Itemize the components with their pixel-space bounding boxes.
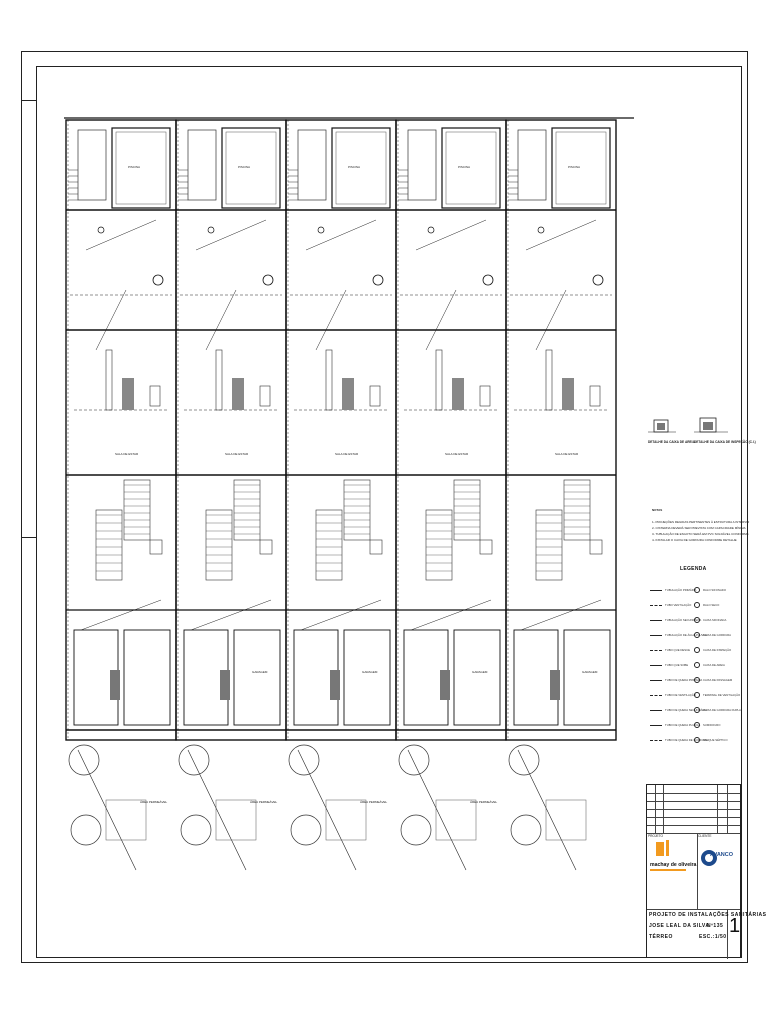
furniture <box>590 386 600 406</box>
plan-label-living: SALA DE ESTAR <box>445 452 469 456</box>
plan-label-piscina: PISCINA <box>458 165 471 169</box>
staircase <box>234 480 260 540</box>
sanitary-pipe <box>81 600 161 630</box>
legend-circle-symbol <box>694 617 700 623</box>
legend-circle-symbol <box>694 602 700 608</box>
pool-inner <box>226 132 276 204</box>
sanitary-pipe <box>536 290 566 350</box>
furniture <box>330 670 340 700</box>
staircase <box>426 510 452 580</box>
plan-label-piscina: PISCINA <box>348 165 361 169</box>
legend-item-label: TUBULAÇÃO PRIMÁRIA <box>665 587 697 592</box>
staircase <box>124 480 150 540</box>
drain-symbol <box>428 227 434 233</box>
plan-label-piscina: PISCINA <box>128 165 141 169</box>
furniture <box>562 378 574 410</box>
sanitary-pipe <box>306 220 376 250</box>
staircase <box>316 510 342 580</box>
inspection-box-symbol <box>373 275 383 285</box>
inspection-box-symbol <box>483 275 493 285</box>
owner-name: JOSE LEAL DA SILVA <box>649 923 710 929</box>
staircase <box>96 510 122 580</box>
frame-tick <box>21 537 36 538</box>
floor-plan <box>44 110 634 910</box>
plan-label-garage: GARAGEM <box>472 670 488 674</box>
furniture <box>106 350 112 410</box>
garden-planter <box>401 815 431 845</box>
inspection-box-symbol <box>593 275 603 285</box>
legend-circle-symbol <box>694 632 700 638</box>
legend-circle-symbol <box>694 647 700 653</box>
pool-inner <box>116 132 166 204</box>
furniture <box>440 670 450 700</box>
legend-item-label: TUBO VENTILAÇÃO <box>665 602 692 607</box>
garden-planter <box>509 745 539 775</box>
sanitary-pipe <box>196 220 266 250</box>
staircase <box>454 480 480 540</box>
plan-unit-wall <box>396 120 506 740</box>
drain-symbol <box>318 227 324 233</box>
bathroom-fixture <box>590 540 602 554</box>
furniture <box>326 350 332 410</box>
pool-inner <box>556 132 606 204</box>
garden-planter <box>179 745 209 775</box>
furniture <box>550 670 560 700</box>
deck-area <box>408 130 436 200</box>
plan-label-garage: GARAGEM <box>582 670 598 674</box>
sanitary-pipe <box>521 600 601 630</box>
bathroom-fixture <box>150 540 162 554</box>
sanitary-pipe <box>426 290 456 350</box>
legend-line-symbol <box>650 680 662 681</box>
plan-label-area: ÁREA PERMEÁVEL <box>470 800 498 804</box>
deck-area <box>188 130 216 200</box>
legend-line-symbol <box>650 605 662 606</box>
furniture <box>110 670 120 700</box>
legend-item-label: CAIXA DE INSPEÇÃO <box>703 647 732 652</box>
plan-label-piscina: PISCINA <box>568 165 581 169</box>
legend-item-label: RALO SECO <box>703 602 720 607</box>
legend-item-label: TUBO DE QUEDA DE GORDURA <box>665 737 708 742</box>
legend-item-label: TUBULAÇÃO DE ÁGUA PLUVIAL <box>665 632 708 637</box>
furniture <box>342 378 354 410</box>
tb-client-label: CLIENTE <box>698 834 712 838</box>
room <box>124 630 170 725</box>
legend-circle-symbol <box>694 692 700 698</box>
furniture <box>436 350 442 410</box>
legend-item-label: CAIXA DE AREIA <box>703 662 725 667</box>
legend-item-label: CAIXA SIFONADA <box>703 617 727 622</box>
furniture <box>260 386 270 406</box>
notes-title: NOTAS <box>652 508 663 512</box>
firm-bar <box>650 869 686 871</box>
sanitary-pipe <box>408 750 466 870</box>
drawing-scale: ESC.:1/50 <box>699 934 727 940</box>
note-line: 1- PROJEÇÕES REGIDAS PERTINENTES À ESTRUTURA A INTERVIR <box>652 520 750 524</box>
garden-planter <box>511 815 541 845</box>
pool-outline <box>552 128 610 208</box>
sanitary-pipe <box>191 600 271 630</box>
furniture <box>216 350 222 410</box>
project-title: PROJETO DE INSTALAÇÕES SANITÁRIAS <box>649 912 767 918</box>
sanitary-pipe <box>316 290 346 350</box>
garden-planter <box>399 745 429 775</box>
plan-label-area: ÁREA PERMEÁVEL <box>250 800 278 804</box>
legend-item-label: TUBO QUE DESCE <box>665 647 691 652</box>
plan-unit-wall <box>286 120 396 740</box>
legend-item-label: TUBO DE VENTILAÇÃO <box>665 692 696 697</box>
legend-item-label: TUBO DE QUEDA SECUNDÁRIA <box>665 707 708 712</box>
room <box>344 630 390 725</box>
legend-line-symbol <box>650 620 662 621</box>
legend-line-symbol <box>650 650 662 651</box>
room <box>564 630 610 725</box>
plan-label-living: SALA DE ESTAR <box>225 452 249 456</box>
sanitary-pipe <box>526 220 596 250</box>
plan-label-living: SALA DE ESTAR <box>115 452 139 456</box>
legend-line-symbol <box>650 590 662 591</box>
legend-circle-symbol <box>694 737 700 743</box>
drain-symbol <box>98 227 104 233</box>
drain-symbol <box>538 227 544 233</box>
room <box>454 630 500 725</box>
legend-title: LEGENDA <box>680 566 707 572</box>
plan-unit-wall <box>66 120 176 740</box>
sanitary-pipe <box>416 220 486 250</box>
bathroom-fixture <box>260 540 272 554</box>
legend-item-label: TANQUE SÉPTICO <box>703 737 728 742</box>
garden-planter <box>181 815 211 845</box>
drain-symbol <box>208 227 214 233</box>
garden-planter <box>291 815 321 845</box>
furniture <box>546 350 552 410</box>
client-logo <box>700 842 740 882</box>
pool-inner <box>446 132 496 204</box>
pool-outline <box>442 128 500 208</box>
sanitary-pipe <box>188 750 246 870</box>
staircase <box>344 480 370 540</box>
legend-line-symbol <box>650 635 662 636</box>
frame-tick <box>21 100 36 101</box>
plan-label-garage: GARAGEM <box>252 670 268 674</box>
firm-name: machay de oliveira <box>650 862 697 868</box>
furniture <box>232 378 244 410</box>
plan-unit-wall <box>506 120 616 740</box>
legend-item-label: TUBO DE QUEDA PRIMÁRIA <box>665 677 703 682</box>
plan-label-living: SALA DE ESTAR <box>335 452 359 456</box>
furniture <box>220 670 230 700</box>
sanitary-pipe <box>301 600 381 630</box>
garden-planter <box>69 745 99 775</box>
legend-item-label: TUBO QUE SOBE <box>665 662 689 667</box>
legend-line-symbol <box>650 725 662 726</box>
bathroom-fixture <box>370 540 382 554</box>
legend-item-label: CAIXA DE PASSAGEM <box>703 677 733 682</box>
client-name: AVANCO <box>710 852 734 858</box>
pool-outline <box>222 128 280 208</box>
plan-label-living: SALA DE ESTAR <box>555 452 579 456</box>
note-line: 2- CISTERNA DEVERÁ SER PREVISTA COM CAPACIDADE MÍNIMA <box>652 526 746 530</box>
details-drawing <box>648 412 738 452</box>
legend-circle-symbol <box>694 662 700 668</box>
garden-planter <box>289 745 319 775</box>
sanitary-pipe <box>78 750 136 870</box>
legend-circle-symbol <box>694 707 700 713</box>
staircase <box>564 480 590 540</box>
plan-label-garage: GARAGEM <box>362 670 378 674</box>
inspection-box-symbol <box>153 275 163 285</box>
sanitary-pipe <box>206 290 236 350</box>
deck-area <box>518 130 546 200</box>
tb-project-label: PROJETO <box>648 834 663 838</box>
deck-area <box>78 130 106 200</box>
legend-circle-symbol <box>694 722 700 728</box>
pool-inner <box>336 132 386 204</box>
legend-item-label: TUBO DE QUEDA PLUVIAL <box>665 722 701 727</box>
staircase <box>206 510 232 580</box>
legend-item-label: TERMINAL DE VENTILAÇÃO <box>703 692 741 697</box>
furniture <box>480 386 490 406</box>
plan-unit-wall <box>176 120 286 740</box>
garden-planter <box>71 815 101 845</box>
legend-line-symbol <box>650 695 662 696</box>
legend-circle-symbol <box>694 677 700 683</box>
pool-outline <box>332 128 390 208</box>
note-line: 4- INSTALAR O CAIXA DE GORDURA CONFORME DETALHE <box>652 538 737 542</box>
legend-line-symbol <box>650 740 662 741</box>
note-line: 3- TUBULAÇÃO DE ESGOTO SERÁ EM PVC SOLDÁVEL CONFORME <box>652 532 749 536</box>
detail-sand-box-label: DETALHE DA CAIXA DE AREIA <box>648 440 695 444</box>
pool-outline <box>112 128 170 208</box>
furniture <box>452 378 464 410</box>
sanitary-pipe <box>518 750 576 870</box>
inspection-box-symbol <box>263 275 273 285</box>
drawing-code: Nº135 <box>707 923 724 929</box>
legend-circle-symbol <box>694 587 700 593</box>
legend-item-label: SUMIDOURO <box>703 722 721 727</box>
staircase <box>536 510 562 580</box>
legend-item-label: CAIXA DE GORDURA DUPLA <box>703 707 741 712</box>
plan-label-area: ÁREA PERMEÁVEL <box>360 800 388 804</box>
sanitary-pipe <box>96 290 126 350</box>
deck-area <box>298 130 326 200</box>
plan-label-piscina: PISCINA <box>238 165 251 169</box>
legend-line-symbol <box>650 665 662 666</box>
sanitary-pipe <box>298 750 356 870</box>
detail-inspection-box-label: DETALHE DA CAIXA DE INSPEÇÃO (C.I.) <box>694 440 756 444</box>
furniture <box>122 378 134 410</box>
floor-name: TÉRREO <box>649 934 673 940</box>
legend-item-label: TUBULAÇÃO SECUNDÁRIA <box>665 617 702 622</box>
firm-logo <box>650 838 697 882</box>
bathroom-fixture <box>480 540 492 554</box>
sheet-number: 1 <box>729 915 741 937</box>
legend-item-label: RALO SIFONADO <box>703 587 727 592</box>
sanitary-pipe <box>411 600 491 630</box>
furniture <box>370 386 380 406</box>
sanitary-pipe <box>86 220 156 250</box>
room <box>234 630 280 725</box>
plan-label-area: ÁREA PERMEÁVEL <box>140 800 168 804</box>
furniture <box>150 386 160 406</box>
legend-line-symbol <box>650 710 662 711</box>
legend-item-label: CAIXA DE GORDURA <box>703 632 731 637</box>
